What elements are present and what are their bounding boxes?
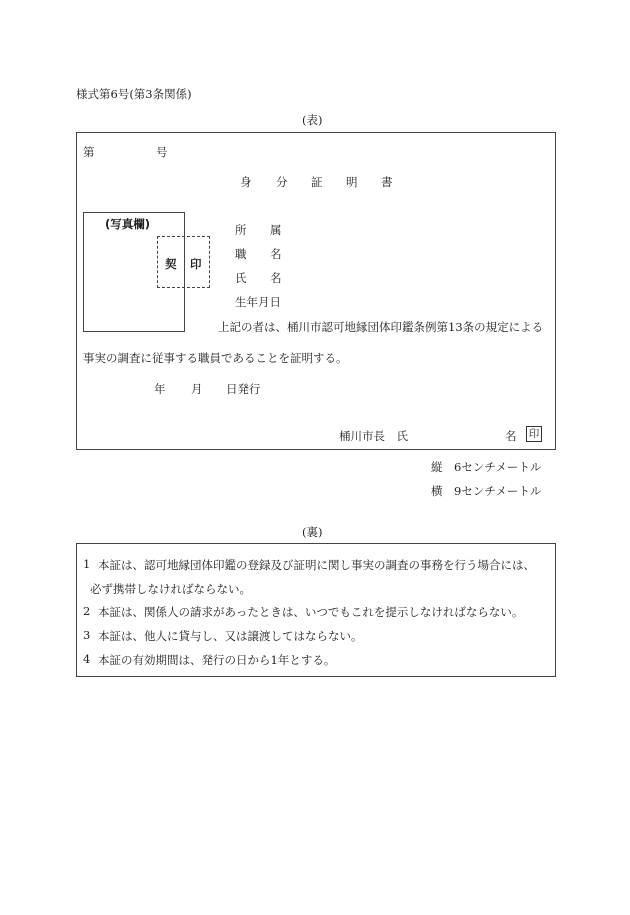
field-title-char-2: 名 xyxy=(270,247,282,261)
field-birthdate: 生年月日 xyxy=(235,295,281,309)
dimension-width: 横 9センチメートル xyxy=(431,484,542,498)
body-line-2: 事実の調査に従事する職員であることを証明する。 xyxy=(83,351,348,365)
field-affiliation-char-1: 所 xyxy=(235,223,247,237)
form-number: 様式第6号(第3条関係) xyxy=(76,87,192,101)
seal-char-1: 契 xyxy=(165,257,177,271)
field-name-char-2: 名 xyxy=(270,271,282,285)
seal-char-2: 印 xyxy=(190,257,202,271)
doc-title-char-4: 明 xyxy=(346,175,358,189)
date-year: 年 xyxy=(154,382,166,396)
field-title-char-1: 職 xyxy=(235,247,247,261)
back-item-3-num: 3 xyxy=(83,628,91,642)
back-label: (裏) xyxy=(302,525,323,539)
doc-title-char-2: 分 xyxy=(276,175,288,189)
back-item-4-num: 4 xyxy=(83,652,91,666)
back-item-1-text: 本証は、認可地縁団体印鑑の登録及び証明に関し事実の調査の事務を行う場合には、 xyxy=(98,558,535,572)
issuer-name-label: 名 xyxy=(505,429,517,443)
date-issued: 日発行 xyxy=(226,382,261,396)
field-name-char-1: 氏 xyxy=(235,271,247,285)
doc-title-char-3: 証 xyxy=(311,175,323,189)
back-item-1-num: 1 xyxy=(83,557,91,571)
body-line-1: 上記の者は、桶川市認可地縁団体印鑑条例第13条の規定による xyxy=(218,320,544,334)
back-item-4-text: 本証の有効期間は、発行の日から1年とする。 xyxy=(98,653,336,667)
dimension-height: 縦 6センチメートル xyxy=(431,460,542,474)
field-affiliation-char-2: 属 xyxy=(270,223,282,237)
back-item-2-text: 本証は、関係人の請求があったときは、いつでもこれを提示しなければならない。 xyxy=(98,605,524,619)
photo-label: (写真欄) xyxy=(105,217,151,231)
doc-title-char-1: 身 xyxy=(240,175,252,189)
front-label: (表) xyxy=(302,113,323,127)
back-item-3-text: 本証は、他人に貸与し、又は譲渡してはならない。 xyxy=(98,629,363,643)
doc-title-char-5: 書 xyxy=(381,175,393,189)
issuer: 桶川市長 氏 xyxy=(339,429,408,443)
back-item-1-cont: 必ず携帯しなければならない。 xyxy=(90,582,251,596)
official-stamp: 印 xyxy=(526,426,542,442)
date-month: 月 xyxy=(191,382,203,396)
back-item-2-num: 2 xyxy=(83,604,91,618)
number-suffix: 号 xyxy=(156,145,168,159)
number-prefix: 第 xyxy=(83,145,95,159)
